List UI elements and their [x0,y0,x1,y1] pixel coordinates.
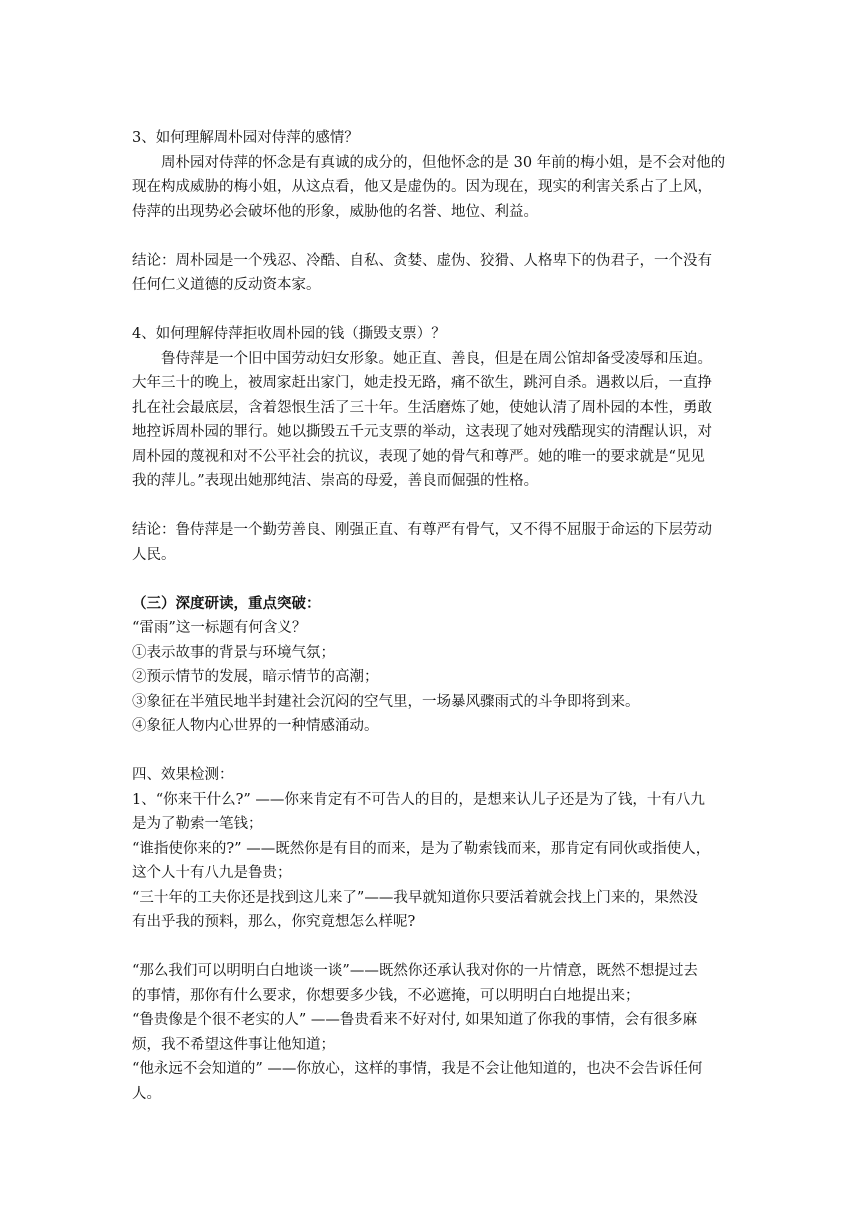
section4-line: 是为了勒索一笔钱； [132,816,263,832]
blank-line [132,494,732,519]
q4-para-line: 地控诉周朴园的罪行。她以撕毁五千元支票的举动，这表现了她对残酷现实的清醒认识，对 [132,424,712,440]
section3-heading: （三）深度研读，重点突破： [132,594,321,612]
q3-para-line: 侍萍的出现势必会破坏他的形象，威胁他的名誉、地位、利益。 [132,203,538,220]
blank-line [132,739,732,764]
q3-para-line: 现在构成威胁的梅小姐，从这点看，他又是虚伪的。因为现在，现实的利害关系占了上风， [132,179,712,195]
q4-heading: 4、如何理解侍萍拒收周朴园的钱（撕毁支票）？ [132,326,446,342]
section3-item: ②预示情节的发展，暗示情节的高潮； [132,669,379,685]
section4-line: 烦，我不希望这件事让他知道； [132,1036,335,1053]
blank-line [132,567,732,592]
q3-heading: 3、如何理解周朴园对侍萍的感情？ [132,130,359,146]
document-body [132,126,732,1106]
section4-heading: 四、效果检测： [132,767,234,783]
section4-line: “他永远不会知道的” ——你放心，这样的事情，我是不会让他知道的，也决不会告诉任何 [132,1061,703,1077]
section4-line: “鲁贵像是个很不老实的人” ——鲁贵看来不好对付, 如果知道了你我的事情，会有很多麻 [132,1012,698,1028]
section3-item: ①表示故事的背景与环境气氛； [132,644,335,661]
section4-line: 有出乎我的预料，那么，你究竟想怎么样呢? [132,914,416,930]
q4-para-line: 鲁侍萍是一个旧中国劳动妇女形象。她正直、善良，但是在周公馆却备受凌辱和压迫。 [161,350,712,367]
blank-line [132,935,732,960]
section4-line: 人。 [132,1085,161,1102]
section3-item: ③象征在半殖民地半封建社会沉闷的空气里，一场暴风骤雨式的斗争即将到来。 [132,693,640,710]
section3-question: “雷雨”这一标题有何含义？ [132,620,307,636]
q3-conclusion-line: 任何仁义道德的反动资本家。 [132,277,321,293]
q4-para-line: 周朴园的蔑视和对不公平社会的抗议，表现了她的骨气和尊严。她的唯一的要求就是“见见 [132,448,705,465]
q3-para-line: 周朴园对侍萍的怀念是有真诚的成分的，但他怀念的是 30 年前的梅小姐，是不会对他的 [161,154,726,171]
blank-line [132,224,732,249]
section4-line: 这个人十有八九是鲁贵； [132,865,292,881]
q4-conclusion-line: 结论：鲁侍萍是一个勤劳善良、刚强正直、有尊严有骨气，又不得不屈服于命运的下层劳动 [132,522,712,538]
blank-line [132,298,732,323]
q4-para-line: 扎在社会最底层，含着怨恨生活了三十年。生活磨炼了她，使她认清了周朴园的本性，勇敢 [132,399,712,416]
section3-item: ④象征人物内心世界的一种情感涌动。 [132,718,379,734]
section4-line: 1、“你来干什么?” ——你来肯定有不可告人的目的，是想来认儿子还是为了钱，十有八九 [132,791,705,808]
section4-line: “谁指使你来的?” ——既然你是有目的而来，是为了勒索钱而来，那肯定有同伙或指使人， [132,840,711,857]
section4-line: “三十年的工夫你还是找到这儿来了”——我早就知道你只要活着就会找上门来的，果然没 [132,889,698,906]
q4-conclusion-line: 人民。 [132,546,176,563]
q4-para-line: 我的萍儿。”表现出她那纯洁、崇高的母爱，善良而倔强的性格。 [132,473,539,489]
section4-line: 的事情，那你有什么要求，你想要多少钱，不必遮掩，可以明明白白地提出来； [132,987,640,1004]
q4-para-line: 大年三十的晚上，被周家赶出家门，她走投无路，痛不欲生，跳河自杀。遇救以后，一直挣 [132,375,712,391]
q3-conclusion-line: 结论：周朴园是一个残忍、冷酷、自私、贪婪、虚伪、狡猾、人格卑下的伪君子，一个没有 [132,252,712,269]
section4-line: “那么我们可以明明白白地谈一谈”——既然你还承认我对你的一片情意，既然不想提过去 [132,963,698,979]
